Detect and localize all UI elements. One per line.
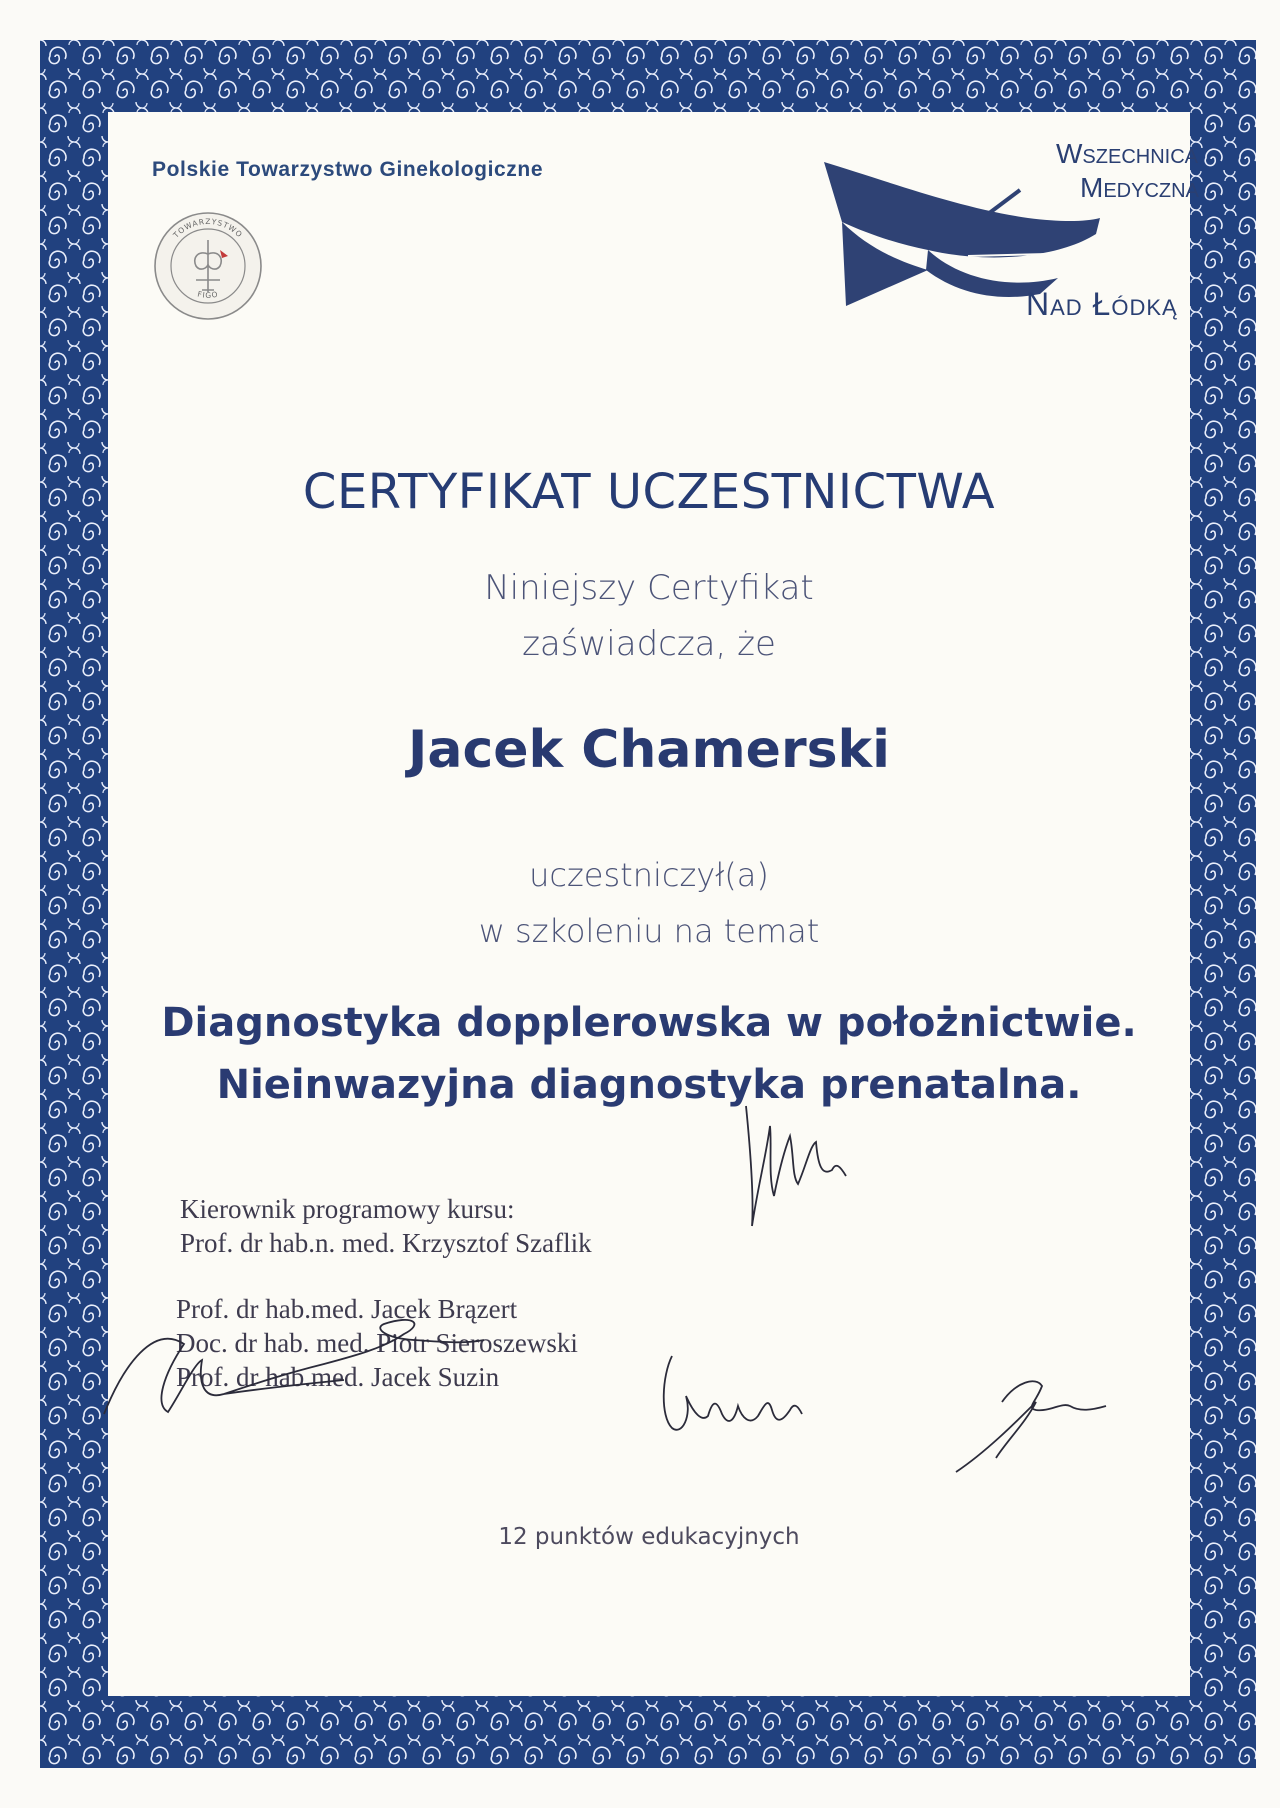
logo-line-wszechnica: Wszechnica (1056, 138, 1198, 169)
training-topic-line-2: Nieinwazyjna diagnostyka prenatalna. (216, 1062, 1082, 1108)
wszechnica-logo (808, 138, 1199, 338)
training-topic-line-1: Diagnostyka dopplerowska w położnictwie. (161, 1000, 1137, 1046)
signature-director-icon (736, 1086, 856, 1236)
signature-2-icon (642, 1336, 822, 1446)
participation-line-2: w szkoleniu na temat (478, 912, 820, 950)
organization-name: Polskie Towarzystwo Ginekologiczne (152, 158, 544, 181)
logo-line-nad-lodka: Nad Łódką (1026, 286, 1178, 322)
certificate-title: CERTYFIKAT UCZESTNICTWA (302, 464, 996, 520)
participation-line-1: uczestniczył(a) (529, 856, 769, 894)
faculty-member: Prof. dr hab.med. Jacek Suzin (176, 1362, 500, 1392)
director-label: Kierownik programowy kursu: (180, 1194, 515, 1224)
certificate-body (108, 112, 1199, 1696)
recipient-name: Jacek Chamerski (408, 720, 890, 780)
faculty-member: Prof. dr hab.med. Jacek Brązert (176, 1294, 518, 1324)
logo-line-medyczna: Medyczna (1080, 172, 1199, 203)
faculty-member: Doc. dr hab. med. Piotr Sieroszewski (176, 1328, 578, 1358)
education-points: 12 punktów edukacyjnych (498, 1524, 800, 1550)
intro-line-1: Niniejszy Certyfikat (484, 568, 814, 608)
signature-3-icon (946, 1362, 1126, 1482)
society-seal-icon (152, 210, 264, 322)
intro-line-2: zaświadcza, że (522, 624, 776, 664)
signature-1-icon (84, 1284, 504, 1434)
seal-ring-top-text: TOWARZYSTWO (171, 216, 245, 240)
seal-ring-bottom-text: FIGO (196, 289, 220, 300)
director-name: Prof. dr hab.n. med. Krzysztof Szaflik (180, 1228, 592, 1258)
